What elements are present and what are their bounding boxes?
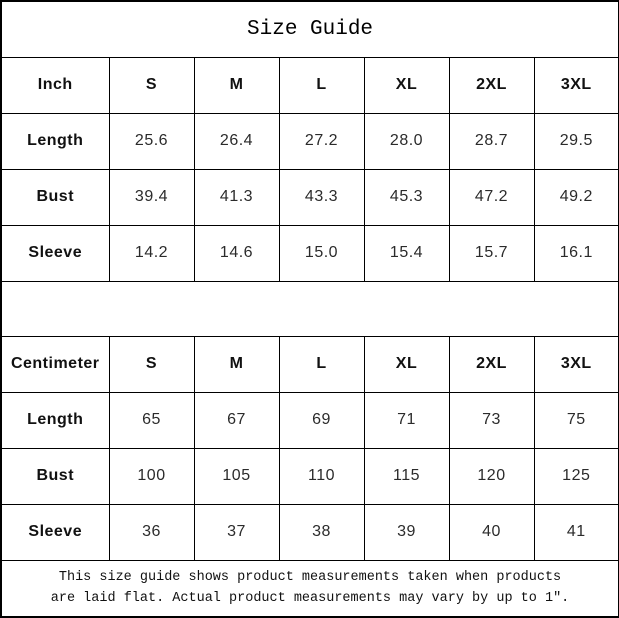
measurement-cell: 26.4 — [194, 113, 279, 169]
inch-header-row — [1, 57, 619, 113]
size-header-2xl: 2XL — [449, 57, 534, 113]
size-header-m: M — [194, 336, 279, 392]
size-header-2xl: 2XL — [449, 336, 534, 392]
measurement-cell: 36 — [109, 504, 194, 560]
measurement-cell: 115 — [364, 448, 449, 504]
measurement-cell: 28.7 — [449, 113, 534, 169]
cm-bust-row — [1, 448, 619, 504]
measurement-cell: 29.5 — [534, 113, 619, 169]
row-label-length: Length — [1, 392, 109, 448]
measurement-cell: 39.4 — [109, 169, 194, 225]
measurement-cell: 47.2 — [449, 169, 534, 225]
measurement-cell: 65 — [109, 392, 194, 448]
measurement-cell: 15.7 — [449, 225, 534, 281]
measurement-cell: 15.4 — [364, 225, 449, 281]
inch-length-row — [1, 113, 619, 169]
cm-length-row — [1, 392, 619, 448]
note-row — [1, 560, 619, 617]
cm-header-row — [1, 336, 619, 392]
row-label-sleeve: Sleeve — [1, 504, 109, 560]
size-header-s: S — [109, 336, 194, 392]
measurement-cell: 25.6 — [109, 113, 194, 169]
measurement-cell: 110 — [279, 448, 364, 504]
measurement-note — [1, 560, 619, 617]
note-line-2: are laid flat. Actual product measurements may vary by up to 1″. — [50, 591, 570, 607]
measurement-cell: 75 — [534, 392, 619, 448]
measurement-cell: 16.1 — [534, 225, 619, 281]
spacer-row — [1, 281, 619, 336]
measurement-cell: 49.2 — [534, 169, 619, 225]
measurement-cell: 15.0 — [279, 225, 364, 281]
size-header-xl: XL — [364, 57, 449, 113]
unit-header-centimeter: Centimeter — [1, 336, 109, 392]
inch-sleeve-row — [1, 225, 619, 281]
measurement-cell: 120 — [449, 448, 534, 504]
measurement-cell: 40 — [449, 504, 534, 560]
measurement-cell: 105 — [194, 448, 279, 504]
measurement-cell: 45.3 — [364, 169, 449, 225]
note-line-1: This size guide shows product measurements taken when products — [58, 570, 562, 586]
row-label-bust: Bust — [1, 448, 109, 504]
inch-bust-row — [1, 169, 619, 225]
measurement-cell: 73 — [449, 392, 534, 448]
measurement-cell: 125 — [534, 448, 619, 504]
measurement-cell: 71 — [364, 392, 449, 448]
spacer-cell — [1, 281, 619, 336]
measurement-cell: 27.2 — [279, 113, 364, 169]
measurement-cell: 37 — [194, 504, 279, 560]
size-header-xl: XL — [364, 336, 449, 392]
measurement-cell: 100 — [109, 448, 194, 504]
measurement-cell: 41.3 — [194, 169, 279, 225]
size-header-l: L — [279, 57, 364, 113]
row-label-bust: Bust — [1, 169, 109, 225]
measurement-cell: 38 — [279, 504, 364, 560]
measurement-cell: 69 — [279, 392, 364, 448]
size-header-3xl: 3XL — [534, 336, 619, 392]
size-header-m: M — [194, 57, 279, 113]
row-label-length: Length — [1, 113, 109, 169]
measurement-cell: 67 — [194, 392, 279, 448]
measurement-cell: 39 — [364, 504, 449, 560]
measurement-cell: 41 — [534, 504, 619, 560]
measurement-cell: 43.3 — [279, 169, 364, 225]
measurement-cell: 14.2 — [109, 225, 194, 281]
page-title: Size Guide — [1, 1, 619, 57]
row-label-sleeve: Sleeve — [1, 225, 109, 281]
measurement-cell: 28.0 — [364, 113, 449, 169]
cm-sleeve-row — [1, 504, 619, 560]
unit-header-inch: Inch — [1, 57, 109, 113]
size-header-3xl: 3XL — [534, 57, 619, 113]
size-header-s: S — [109, 57, 194, 113]
measurement-cell: 14.6 — [194, 225, 279, 281]
size-header-l: L — [279, 336, 364, 392]
title-row — [1, 1, 619, 57]
